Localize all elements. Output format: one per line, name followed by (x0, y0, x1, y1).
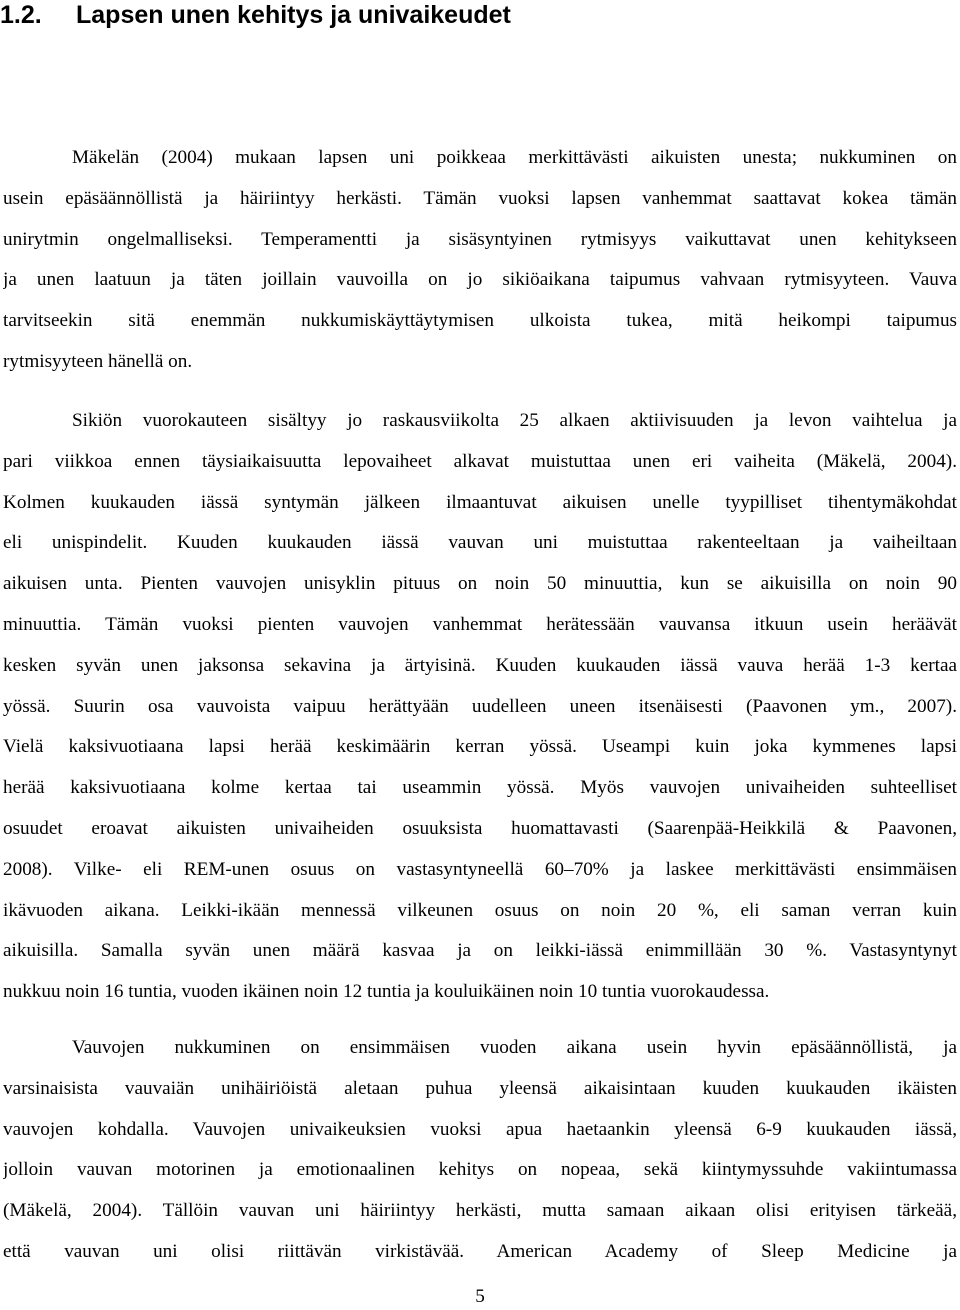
paragraph-line: herää kaksivuotiaana kolme kertaa tai useammin yössä. Myös vauvojen univaiheiden suhteelliset (3, 777, 957, 799)
paragraph-line: aikuisilla. Samalla syvän unen määrä kasvaa ja on leikki-iässä enimmillään 30 %. Vastasyntynyt (3, 940, 957, 962)
paragraph-line: minuuttia. Tämän vuoksi pienten vauvojen vanhemmat herätessään vauvansa itkuun usein heräävät (3, 613, 957, 635)
paragraph-line: Vielä kaksivuotiaana lapsi herää keskimäärin kerran yössä. Useampi kuin joka kymmenes lapsi (3, 736, 957, 758)
section-heading (0, 0, 511, 30)
paragraph-3 (3, 1028, 957, 1273)
paragraph-line: yössä. Suurin osa vauvoista vaipuu herättyään uudelleen uneen itsenäisesti (Paavonen ym., 2007). (3, 695, 957, 717)
paragraph-line: aikuisen unta. Pienten vauvojen unisyklin pituus on noin 50 minuuttia, kun se aikuisilla on noin 90 (3, 573, 957, 595)
paragraph-line: rytmisyyteen hänellä on. (3, 350, 193, 372)
paragraph-line: että vauvan uni olisi riittävän virkistävää. American Academy of Sleep Medicine ja (3, 1240, 957, 1262)
paragraph-line: tarvitseekin sitä enemmän nukkumiskäyttäytymisen ulkoista tukea, mitä heikompi taipumus (3, 310, 957, 332)
paragraph-line: osuudet eroavat aikuisten univaiheiden osuuksista huomattavasti (Saarenpää-Heikkilä & Paavonen, (3, 817, 957, 839)
paragraph-line: Sikiön vuorokauteen sisältyy jo raskausviikolta 25 alkaen aktiivisuuden ja levon vaihtelua ja (72, 410, 957, 431)
paragraph-line: vauvojen kohdalla. Vauvojen univaikeuksien vuoksi apua haetaankin yleensä 6-9 kuukauden iässä, (3, 1118, 957, 1140)
paragraph-line: 2008). Vilke- eli REM-unen osuus on vastasyntyneellä 60–70% ja laskee merkittävästi ensimmäisen (3, 858, 957, 880)
section-number: 1.2. (0, 1, 42, 29)
section-title: Lapsen unen kehitys ja univaikeudet (76, 1, 511, 29)
paragraph-line: kesken syvän unen jaksonsa sekavina ja ärtyisinä. Kuuden kuukauden iässä vauva herää 1-3 kertaa (3, 654, 957, 676)
paragraph-line: Mäkelän (2004) mukaan lapsen uni poikkeaa merkittävästi aikuisten unesta; nukkuminen on (72, 147, 957, 168)
paragraph-line: Vauvojen nukkuminen on ensimmäisen vuoden aikana usein hyvin epäsäännöllistä, ja (72, 1037, 957, 1058)
paragraph-line: nukkuu noin 16 tuntia, vuoden ikäinen noin 12 tuntia ja kouluikäinen noin 10 tuntia vuorokaudessa. (3, 981, 770, 1003)
paragraph-1 (3, 138, 957, 383)
paragraph-line: (Mäkelä, 2004). Tällöin vauvan uni häiriintyy herkästi, mutta samaan aikaan olisi erityisen tärkeää, (3, 1200, 957, 1222)
paragraph-line: eli unispindelit. Kuuden kuukauden iässä vauvan uni muistuttaa rakenteeltaan ja vaiheiltaan (3, 532, 957, 554)
paragraph-line: usein epäsäännöllistä ja häiriintyy herkästi. Tämän vuoksi lapsen vanhemmat saattavat kokea tämän (3, 187, 957, 209)
paragraph-line: pari viikkoa ennen täysiaikaisuutta lepovaiheet alkavat muistuttaa unen eri vaiheita (Mäkelä, 2004). (3, 450, 957, 472)
paragraph-line: unirytmin ongelmalliseksi. Temperamentti ja sisäsyntyinen rytmisyys vaikuttavat unen kehitykseen (3, 228, 957, 250)
paragraph-line: ikävuoden aikana. Leikki-ikään mennessä vilkeunen osuus on noin 20 %, eli saman verran kuin (3, 899, 957, 921)
page-number: 5 (475, 1286, 485, 1307)
paragraph-line: ja unen laatuun ja täten joillain vauvoilla on jo sikiöaikana taipumus vahvaan rytmisyyteen. Vauva (3, 269, 957, 291)
paragraph-2 (3, 401, 957, 1013)
paragraph-line: jolloin vauvan motorinen ja emotionaalinen kehitys on nopeaa, sekä kiintymyssuhde vakiintumassa (3, 1159, 957, 1181)
paragraph-line: varsinaisista vauvaiän unihäiriöistä aletaan puhua yleensä aikaisintaan kuuden kuukauden ikäisten (3, 1077, 957, 1099)
paragraph-line: Kolmen kuukauden iässä syntymän jälkeen ilmaantuvat aikuisen unelle tyypilliset tihentymäkohdat (3, 491, 957, 513)
